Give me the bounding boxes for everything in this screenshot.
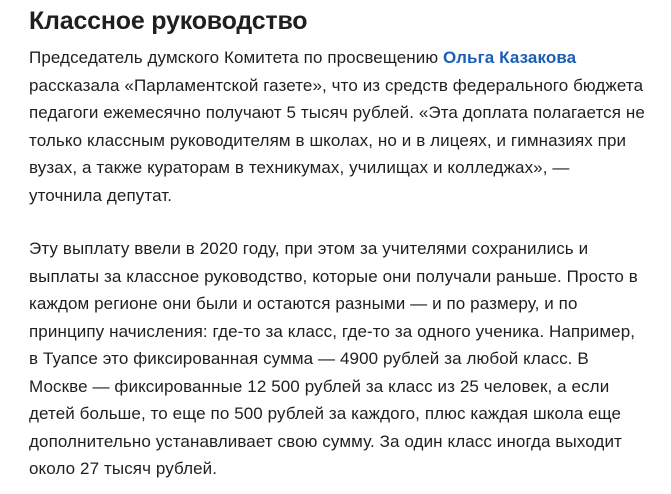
paragraph-2-line: детей больше, то еще по 500 рублей за каждого, плюс каждая школа еще bbox=[29, 404, 622, 423]
paragraph-1-text-before-link: Председатель думского Комитета по просвещению bbox=[29, 48, 444, 67]
paragraph-2-line: Москве — фиксированные 12 500 рублей за класс из 25 человек, а если bbox=[29, 376, 610, 396]
paragraph-1-line-5: вузах, а также кураторам в техникумах, училищах и колледжах», — bbox=[29, 158, 570, 177]
paragraph-2-line: принципу начисления: где-то за класс, где-то за одного ученика. Например, bbox=[29, 321, 636, 341]
paragraph-1-line-3: педагоги ежемесячно получают 5 тысяч рублей. «Эта доплата полагается не bbox=[29, 103, 645, 122]
paragraph-1-line-1 bbox=[29, 44, 651, 72]
article bbox=[29, 4, 651, 483]
section-heading: Классное руководство bbox=[29, 7, 308, 35]
paragraph-2-line: в Туапсе это фиксированная сумма — 4900 рублей за любой класс. В bbox=[29, 349, 589, 368]
paragraph-2-line: каждом регионе они были и остаются разными — и по размеру, и по bbox=[29, 294, 578, 313]
person-link-olga-kazakova[interactable]: Ольга Казакова bbox=[443, 48, 577, 67]
paragraph-2-line: дополнительно устанавливает свою сумму. За один класс иногда выходит bbox=[29, 431, 622, 451]
paragraph-2-line: Эту выплату ввели в 2020 году, при этом за учителями сохранились и bbox=[29, 239, 589, 258]
paragraph-1-line-2: рассказала «Парламентской газете», что из средств федерального бюджета bbox=[29, 75, 644, 95]
paragraph-1 bbox=[29, 44, 651, 209]
paragraph-2 bbox=[29, 235, 651, 483]
paragraph-1-line-6: уточнила депутат. bbox=[29, 185, 173, 205]
paragraph-2-line: около 27 тысяч рублей. bbox=[29, 459, 218, 478]
paragraph-1-line-4: только классным руководителям в школах, но и в лицеях, и гимназиях при bbox=[29, 130, 627, 150]
paragraph-2-line: выплаты за классное руководство, которые они получали раньше. Просто в bbox=[29, 266, 638, 286]
